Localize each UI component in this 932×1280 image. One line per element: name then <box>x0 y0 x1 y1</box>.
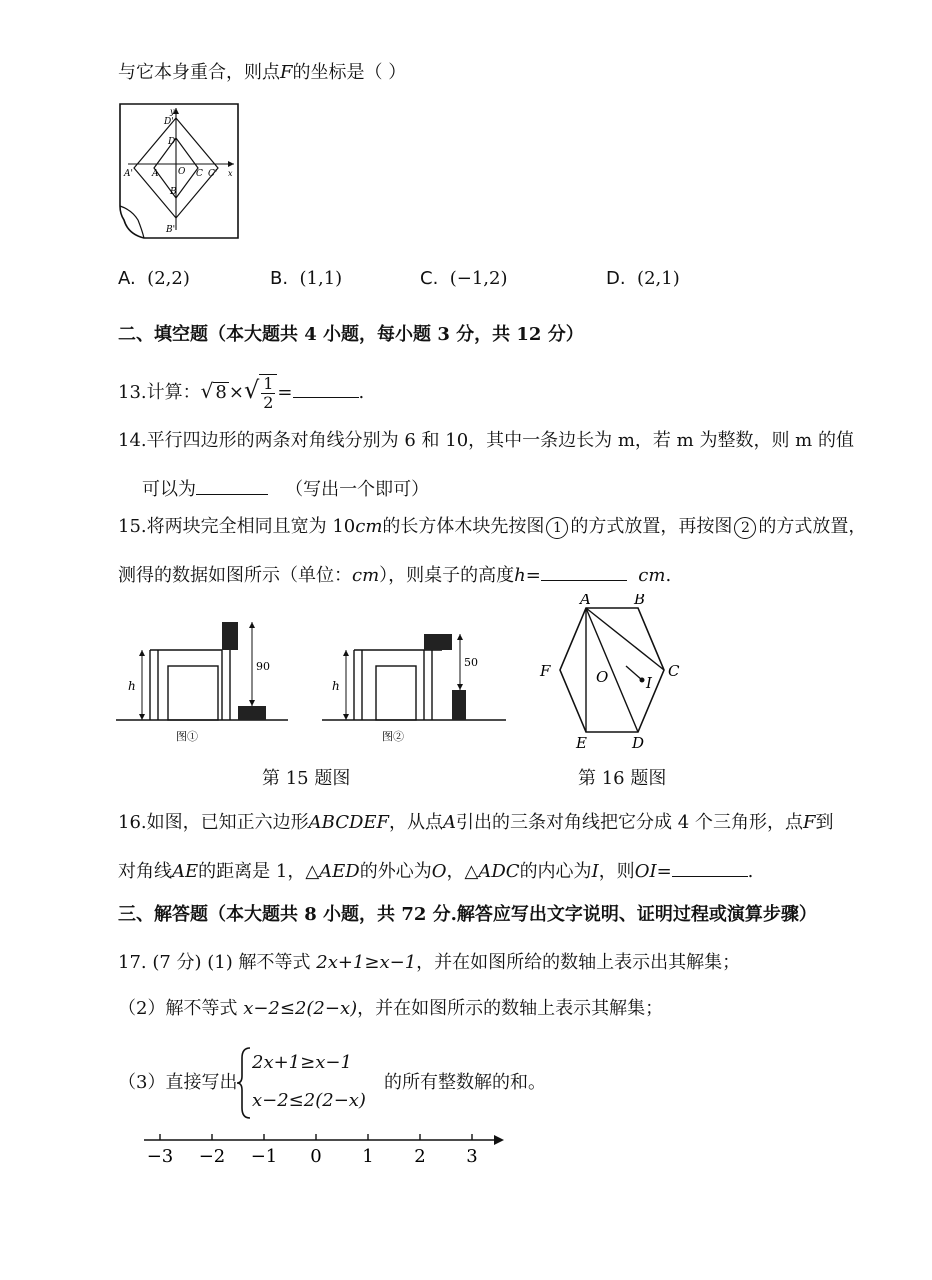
q15-fig1-cap: 图① <box>176 730 198 743</box>
label-x: x <box>228 169 233 178</box>
q15-answer-blank[interactable] <box>541 562 627 581</box>
q17-system-eq2: x−2≤2(2−x) <box>252 1090 366 1111</box>
q14-line1: 14.平行四边形的两条对角线分别为 6 和 10，其中一条边长为 m，若 m 为整数，则 m 的值 <box>118 430 854 451</box>
label-B: B <box>170 187 177 197</box>
q17-system-brace <box>236 1046 252 1120</box>
number-line-tick-label: 2 <box>414 1146 426 1167</box>
q15-line2: 测得的数据如图所示（单位：cm），则桌子的高度h= cm. <box>118 562 671 589</box>
q12-stem: 与它本身重合，则点F的坐标是（ ） <box>118 62 407 83</box>
q16-line2: 对角线AE的距离是 1，△AED的外心为O，△ADC的内心为I，则OI= . <box>118 858 753 885</box>
label-C: C <box>196 169 203 179</box>
q15-figure-2 <box>318 616 518 746</box>
q12-option-a[interactable]: A. (2,2) <box>118 268 190 289</box>
q16-label-F: F <box>540 662 551 680</box>
q12-option-b[interactable]: B. (1,1) <box>270 268 343 289</box>
label-D: D <box>168 137 176 147</box>
q16-label-D: D <box>632 734 645 752</box>
number-line-tick-label: 1 <box>362 1146 374 1167</box>
label-C-prime: C' <box>208 169 218 179</box>
q17-part1: 17. (7 分) (1) 解不等式 2x+1≥x−1，并在如图所给的数轴上表示出其解集； <box>118 952 741 973</box>
number-line-tick-label: −3 <box>146 1146 174 1167</box>
q15-fig2-val: 50 <box>464 656 478 669</box>
q15-figure-1 <box>112 616 292 746</box>
q16-label-A: A <box>580 594 591 608</box>
label-A: A <box>152 169 159 179</box>
q15-caption: 第 15 题图 <box>262 768 351 789</box>
q12-option-d[interactable]: D. (2,1) <box>606 268 680 289</box>
section-3-title: 三、解答题（本大题共 8 小题，共 72 分.解答应写出文字说明、证明过程或演算步骤） <box>118 904 817 925</box>
q16-label-I: I <box>646 674 652 692</box>
q14-line2: 可以为 （写出一个即可） <box>142 476 429 503</box>
q17-number-line <box>140 1128 510 1174</box>
q15-fig1-val: 90 <box>256 660 270 673</box>
q15-fig2-h: h <box>332 679 340 693</box>
q15-fig1-h: h <box>128 679 136 693</box>
q16-label-E: E <box>576 734 587 752</box>
label-B-prime: B' <box>166 225 176 235</box>
q17-part3-tail: 的所有整数解的和。 <box>384 1072 546 1093</box>
q17-system-eq1: 2x+1≥x−1 <box>252 1052 352 1073</box>
q16-label-C: C <box>668 662 680 680</box>
q15-fig2-cap: 图② <box>382 730 404 743</box>
q12-figure <box>118 102 242 242</box>
number-line-tick-label: −2 <box>198 1146 226 1167</box>
q13: 13.计算：√ 8 ×√ $\frac{1}{2}$ = . <box>118 373 365 412</box>
label-A-prime: A' <box>124 169 133 179</box>
q16-line1: 16.如图，已知正六边形ABCDEF，从点A引出的三条对角线把它分成 4 个三角形，点F到 <box>118 812 834 833</box>
label-D-prime: D' <box>164 117 174 127</box>
number-line-tick-label: 0 <box>310 1146 322 1167</box>
q12-option-c[interactable]: C. (−1,2) <box>420 268 508 289</box>
q16-label-B: B <box>634 594 646 608</box>
q17-part2: （2）解不等式 x−2≤2(2−x)，并在如图所示的数轴上表示其解集； <box>118 998 664 1019</box>
section-2-title: 二、填空题（本大题共 4 小题，每小题 3 分，共 12 分） <box>118 324 584 345</box>
label-y: y <box>170 107 175 116</box>
q14-answer-blank[interactable] <box>196 476 268 495</box>
number-line-tick-label: −1 <box>250 1146 278 1167</box>
q15-line1: 15.将两块完全相同且宽为 10cm的长方体木块先按图 1 的方式放置，再按图 2 的方式放置， <box>118 516 867 537</box>
q16-figure <box>534 594 694 754</box>
q16-label-O: O <box>596 668 609 686</box>
number-line-tick-label: 3 <box>466 1146 478 1167</box>
label-O: O <box>178 167 186 177</box>
q13-answer-blank[interactable] <box>293 379 359 398</box>
q16-answer-blank[interactable] <box>672 858 748 877</box>
q17-part3: （3）直接写出 <box>118 1072 238 1093</box>
q16-caption: 第 16 题图 <box>578 768 667 789</box>
